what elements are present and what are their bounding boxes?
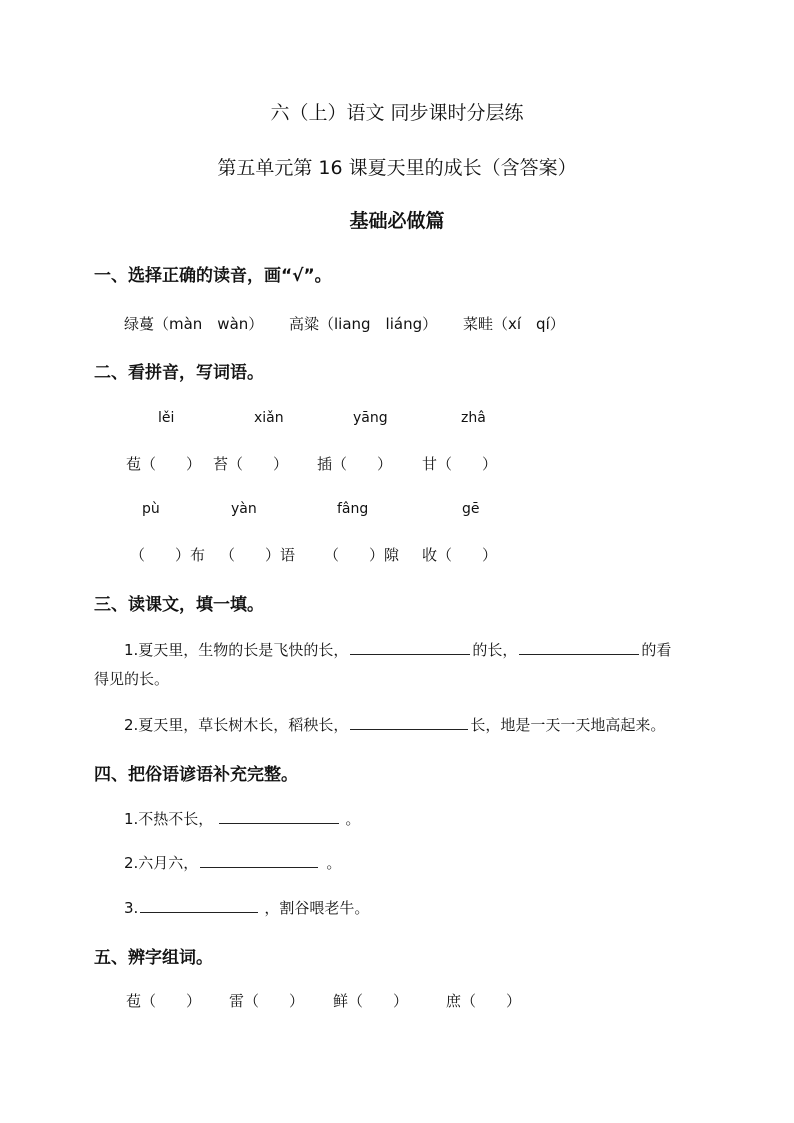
word-blank: 收（ ） <box>422 546 498 564</box>
section-heading: 基础必做篇 <box>349 210 445 232</box>
word-blank: 插（ ） <box>317 455 393 473</box>
q4-item-3 <box>124 897 369 918</box>
word-blank: 鲜（ ） <box>333 992 409 1010</box>
q3-sentence-1 <box>124 639 671 660</box>
word-blank: （ ）隙 <box>324 546 400 564</box>
word-blank: （ ）语 <box>220 546 296 564</box>
pinyin-label: pù <box>142 501 160 517</box>
q4-item-1 <box>124 808 360 829</box>
doc-subtitle: 第五单元第 16 课夏天里的成长（含答案） <box>217 157 577 179</box>
fill-blank <box>219 822 339 824</box>
q1-heading: 一、选择正确的读音，画“√”。 <box>94 266 332 286</box>
text: 的看 <box>641 641 672 659</box>
text: 3. <box>124 899 139 917</box>
word-blank: 甘（ ） <box>422 455 498 473</box>
pinyin-label: fâng <box>337 501 369 517</box>
text: 。 <box>326 854 342 872</box>
text: 长，地是一天一天地高起来。 <box>470 716 666 734</box>
q3-heading: 三、读课文，填一填。 <box>94 595 264 615</box>
q1-item: 高粱（liang liáng） <box>289 315 438 333</box>
word-blank: 庶（ ） <box>446 992 522 1010</box>
doc-title: 六（上）语文 同步课时分层练 <box>270 102 524 124</box>
word-blank: 苔（ ） <box>213 455 289 473</box>
pinyin-label: xiǎn <box>254 410 284 426</box>
word-blank: 雷（ ） <box>229 992 305 1010</box>
q2-heading: 二、看拼音，写词语。 <box>94 363 264 383</box>
text: 的长， <box>472 641 518 659</box>
word-blank: 苞（ ） <box>126 455 202 473</box>
fill-blank <box>350 653 470 655</box>
fill-blank <box>200 866 318 868</box>
q4-heading: 四、把俗语谚语补充完整。 <box>94 765 298 785</box>
text: 。 <box>345 810 361 828</box>
pinyin-label: yàn <box>231 501 257 517</box>
text: 2.夏天里，草长树木长，稻秧长， <box>124 716 349 734</box>
word-blank: 苞（ ） <box>126 992 202 1010</box>
fill-blank <box>140 911 258 913</box>
pinyin-label: yāng <box>353 410 388 426</box>
text: 2.六月六， <box>124 854 199 872</box>
text: 1.夏天里，生物的长是飞快的长， <box>124 641 349 659</box>
pinyin-label: zhâ <box>461 410 486 426</box>
word-blank: （ ）布 <box>130 546 206 564</box>
q1-item: 菜畦（xí qí） <box>463 315 565 333</box>
pinyin-label: lěi <box>158 410 175 426</box>
q4-item-2 <box>124 852 341 873</box>
q3-sentence-2 <box>124 714 665 735</box>
text: ，割谷喂老牛。 <box>264 899 370 917</box>
pinyin-label: gē <box>462 501 480 517</box>
q3-sentence-1-cont: 得见的长。 <box>94 670 170 688</box>
fill-blank <box>350 728 468 730</box>
q1-item: 绿蔓（màn wàn） <box>124 315 264 333</box>
q5-heading: 五、辨字组词。 <box>94 948 213 968</box>
text: 1.不热不长， <box>124 810 214 828</box>
fill-blank <box>519 653 639 655</box>
